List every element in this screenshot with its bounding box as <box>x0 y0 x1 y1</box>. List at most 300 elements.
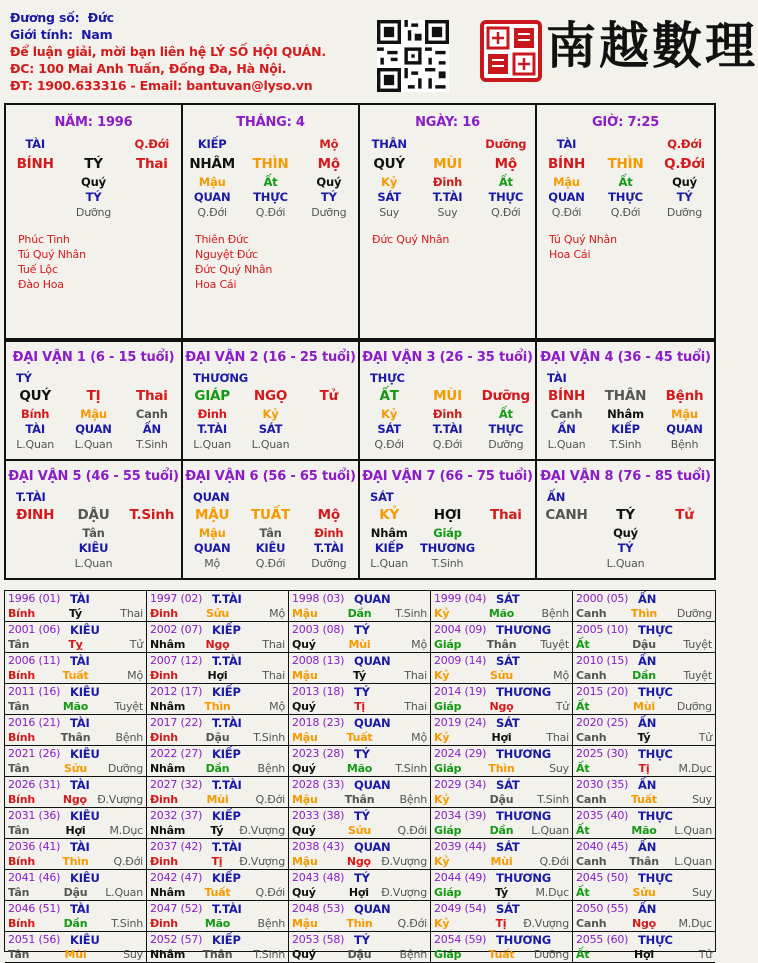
dai-van-main-row <box>183 386 358 407</box>
year-header <box>8 747 143 761</box>
year-ten-god: QUAN <box>354 716 391 730</box>
year-label: 2012 (17) <box>150 685 203 698</box>
year-ten-god: ẤN <box>638 902 657 916</box>
dai-van-hidden-row-cell: Đinh <box>314 526 344 540</box>
year-header <box>576 716 712 730</box>
pillar-top-row-cell: Dưỡng <box>485 137 527 151</box>
year-ten-god: KIẾP <box>212 685 241 699</box>
pillar-hidden-stems-row <box>6 175 181 190</box>
dai-van-phase-row <box>537 437 714 452</box>
year-phase: Q.Đới <box>255 886 285 899</box>
year-label: 2004 (09) <box>434 623 487 636</box>
year-ten-god: SÁT <box>496 778 520 792</box>
star-label: Tuế Lộc <box>18 263 58 276</box>
year-phase: Suy <box>692 886 712 899</box>
year-details <box>150 637 285 652</box>
year-phase: L.Quan <box>105 886 143 899</box>
year-label: 1998 (03) <box>292 592 345 605</box>
year-phase: Tử <box>698 731 712 744</box>
dai-van-gods-row-cell: SÁT <box>258 422 283 436</box>
year-phase: T.Sinh <box>253 731 285 744</box>
dai-van-cell <box>360 459 537 578</box>
dai-van-title: ĐẠI VẬN 8 (76 - 85 tuổi) <box>540 469 711 484</box>
year-phase: T.Sinh <box>111 917 143 930</box>
dai-van-gods-row-cell: KIẾP <box>374 541 404 555</box>
year-header <box>576 778 712 792</box>
dai-van-main-row-cell: THÂN <box>604 388 647 404</box>
year-label: 2011 (16) <box>8 685 61 698</box>
dai-van-gods-row-cell: ẤN <box>142 422 161 436</box>
year-label: 2001 (06) <box>8 623 61 636</box>
year-header <box>8 685 143 699</box>
dai-van-phase-row <box>360 556 535 571</box>
pillar-ten-gods-row-cell <box>6 190 64 205</box>
year-phase: Suy <box>692 793 712 806</box>
year-phase: Dưỡng <box>676 607 712 620</box>
year-label: 2025 (30) <box>576 747 629 760</box>
year-label: 1996 (01) <box>8 592 61 605</box>
year-cell <box>431 684 573 715</box>
dai-van-hidden-row-cell: Nhâm <box>370 526 408 540</box>
year-details <box>8 761 143 776</box>
brand-title: 南越數理 <box>546 16 758 75</box>
year-label: 2016 (21) <box>8 716 61 729</box>
year-cell <box>5 901 147 932</box>
year-branch: Tý <box>69 607 82 620</box>
dai-van-hidden-row-cell: Nhâm <box>607 407 644 421</box>
year-cell <box>573 839 715 870</box>
dai-van-phase-row-cell <box>300 437 358 452</box>
dai-van-hidden-row <box>6 526 181 541</box>
year-stem: Ất <box>576 948 590 961</box>
year-branch: Hợi <box>348 886 369 899</box>
dai-van-hidden-row-cell <box>655 526 714 541</box>
dai-van-main-row-cell: MẬU <box>195 507 230 523</box>
year-phase: Mộ <box>127 669 143 682</box>
year-phase: M.Dục <box>535 886 569 899</box>
year-header <box>576 809 712 823</box>
dai-van-phase-row-cell <box>537 556 596 571</box>
pillar-ten-gods-row-cell: T.TÀI <box>432 190 463 204</box>
year-branch: Ngọ <box>205 638 230 651</box>
dai-van-phase-row-cell: Bệnh <box>670 438 699 451</box>
year-details <box>150 730 285 745</box>
year-label: 2032 (37) <box>150 809 203 822</box>
year-branch: Mão <box>204 917 231 930</box>
pillar-stars <box>6 232 181 292</box>
pillar-phase-row-cell: Suy <box>437 206 458 219</box>
year-phase: Q.Đới <box>397 824 427 837</box>
year-ten-god: QUAN <box>354 902 391 916</box>
year-stem: Bính <box>8 731 36 744</box>
pillar-title: THÁNG: 4 <box>236 115 305 130</box>
year-header <box>8 933 143 947</box>
year-branch: Tý <box>637 731 651 744</box>
year-phase: M.Dục <box>678 917 712 930</box>
year-cell <box>289 901 431 932</box>
year-phase: Thai <box>546 731 569 744</box>
year-stem: Canh <box>576 669 607 682</box>
year-label: 2030 (35) <box>576 778 629 791</box>
dai-van-main-row-cell: Bệnh <box>665 388 704 404</box>
year-branch: Dậu <box>347 948 372 961</box>
dai-van-hidden-row-cell <box>537 526 596 541</box>
year-ten-god: THỰC <box>638 685 673 699</box>
qr-code-icon <box>377 20 449 92</box>
year-label: 2053 (58) <box>292 933 345 946</box>
year-header <box>150 933 285 947</box>
pillar-ten-gods-row-cell: TÝ <box>85 190 102 204</box>
pillar-hidden-stems-row <box>360 175 535 190</box>
pillar-phase-row-cell <box>6 205 64 220</box>
address-line: ĐC: 100 Mai Anh Tuấn, Đống Đa, Hà Nội. <box>10 61 287 76</box>
year-branch: Mùi <box>633 700 655 713</box>
dai-van-title: ĐẠI VẬN 2 (16 - 25 tuổi) <box>185 350 356 365</box>
pillar-main-row <box>537 154 714 175</box>
year-details <box>576 823 712 838</box>
year-ten-god: KIẾP <box>212 747 241 761</box>
year-cell <box>431 591 573 622</box>
year-label: 2052 (57) <box>150 933 203 946</box>
dai-van-main-row <box>6 386 181 407</box>
dai-van-main-row-cell: HỢI <box>433 507 462 523</box>
year-cell <box>573 715 715 746</box>
year-stem: Nhâm <box>150 886 186 899</box>
year-ten-god: SÁT <box>496 902 520 916</box>
dai-van-phase-row-cell: L.Quan <box>16 438 55 451</box>
year-header <box>150 902 285 916</box>
year-cell <box>573 622 715 653</box>
yearly-table <box>4 590 716 961</box>
dai-van-gods-row <box>183 541 358 556</box>
year-details <box>292 699 427 714</box>
year-cell <box>573 746 715 777</box>
year-header <box>292 747 427 761</box>
year-header <box>434 778 569 792</box>
year-label: 2003 (08) <box>292 623 345 636</box>
year-phase: Q.Đới <box>255 793 285 806</box>
star-label: Đức Quý Nhân <box>195 263 273 276</box>
year-branch: Thìn <box>62 855 89 868</box>
year-phase: Thai <box>404 669 427 682</box>
dai-van-phase-row-cell: Dưỡng <box>488 438 524 451</box>
dai-van-gods-row-cell: QUAN <box>193 541 231 555</box>
year-ten-god: KIÊU <box>70 933 100 947</box>
year-details <box>292 916 427 931</box>
year-ten-god: T.TÀI <box>212 654 242 668</box>
year-label: 2023 (28) <box>292 747 345 760</box>
dai-van-phase-row-cell: T.Sinh <box>431 557 464 570</box>
dai-van-hidden-row <box>360 526 535 541</box>
pillar-phase-row-cell: Q.Đới <box>610 206 641 219</box>
year-phase: Bệnh <box>257 762 285 775</box>
year-details <box>292 792 427 807</box>
year-branch: Dần <box>632 669 656 682</box>
dai-van-phase-row-cell: Q.Đới <box>432 438 463 451</box>
year-header <box>8 778 143 792</box>
year-stem: Quý <box>292 700 316 713</box>
year-details <box>434 823 569 838</box>
pillar-hidden-stems-row-cell: Đinh <box>432 175 463 189</box>
year-ten-god: T.TÀI <box>212 778 242 792</box>
pillar-ten-gods-row-cell: THỰC <box>253 190 288 204</box>
year-header <box>434 809 569 823</box>
year-header <box>8 716 143 730</box>
year-header <box>150 623 285 637</box>
year-branch: Ngọ <box>631 917 657 930</box>
year-header <box>576 685 712 699</box>
year-details <box>8 947 143 962</box>
year-phase: Mộ <box>269 700 285 713</box>
year-branch: Hợi <box>491 731 512 744</box>
year-phase: Tuyệt <box>683 669 712 682</box>
year-phase: Bệnh <box>541 607 569 620</box>
dai-van-phase-row-cell <box>123 556 181 571</box>
pillar-top-row <box>183 135 358 154</box>
year-label: 2006 (11) <box>8 654 61 667</box>
year-cell <box>147 839 289 870</box>
dai-van-phase-row-cell: Dưỡng <box>311 557 347 570</box>
pillar-phase-row <box>360 205 535 220</box>
year-cell <box>573 777 715 808</box>
pillar-top-row-cell <box>418 135 476 154</box>
pillar-phase-row-cell: Dưỡng <box>75 206 112 219</box>
year-cell <box>431 746 573 777</box>
year-stem: Quý <box>292 762 316 775</box>
year-label: 2031 (36) <box>8 809 61 822</box>
year-header <box>150 809 285 823</box>
dai-van-phase-row-cell: T.Sinh <box>135 438 168 451</box>
year-header <box>576 902 712 916</box>
pillar-hidden-stems-row-cell: Ất <box>263 175 278 189</box>
year-details <box>434 668 569 683</box>
year-ten-god: QUAN <box>354 654 391 668</box>
dai-van-hidden-row-cell <box>300 407 358 422</box>
year-cell <box>147 932 289 963</box>
pillar-phase-row-cell: Q.Đới <box>197 206 227 219</box>
year-label: 2044 (49) <box>434 871 487 884</box>
year-phase: T.Sinh <box>395 607 427 620</box>
year-branch: Mão <box>488 607 515 620</box>
pillar-top-row-cell <box>241 135 299 154</box>
year-stem: Đinh <box>150 669 178 682</box>
year-branch: Dậu <box>489 793 514 806</box>
dai-van-phase-row-cell <box>477 556 535 571</box>
year-phase: Dưỡng <box>676 700 712 713</box>
dai-van-hidden-row-cell: Đinh <box>432 407 463 421</box>
year-header <box>150 685 285 699</box>
dai-van-cell <box>537 459 714 578</box>
pillar-phase-row-cell: Dưỡng <box>311 206 347 219</box>
year-stem: Mậu <box>292 669 318 682</box>
year-details <box>576 637 712 652</box>
pillar-ten-gods-row <box>183 190 358 205</box>
year-stem: Quý <box>292 948 316 961</box>
dai-van-phase-row <box>183 437 358 452</box>
year-branch: Hợi <box>207 669 228 682</box>
year-details <box>292 637 427 652</box>
year-stem: Bính <box>8 917 36 930</box>
dai-van-hidden-row <box>183 407 358 422</box>
year-header <box>150 716 285 730</box>
year-phase: Suy <box>549 762 569 775</box>
dai-van-gods-row-cell: KIÊU <box>78 541 109 555</box>
year-ten-god: TÀI <box>70 778 90 792</box>
year-stem: Kỷ <box>434 607 450 620</box>
year-header <box>576 840 712 854</box>
year-details <box>434 730 569 745</box>
dai-van-title: ĐẠI VẬN 5 (46 - 55 tuổi) <box>8 469 179 484</box>
dai-van-main-row-cell: MÙI <box>433 388 462 404</box>
year-ten-god: TÝ <box>354 685 370 699</box>
year-cell <box>573 870 715 901</box>
star-label: Thiên Đức <box>195 233 249 246</box>
year-stem: Mậu <box>292 731 318 744</box>
year-branch: Ngọ <box>346 855 371 868</box>
year-ten-god: THỰC <box>638 933 673 947</box>
pillar-main-row-cell: TÝ <box>84 156 103 172</box>
year-header <box>292 840 427 854</box>
dai-van-main-row-cell: CANH <box>545 507 588 523</box>
year-stem: Ất <box>576 700 590 713</box>
pillar-hidden-stems-row-cell <box>6 175 64 190</box>
dai-van-ten-god: QUAN <box>193 490 230 504</box>
pillar-top-row <box>537 135 714 154</box>
year-stem: Nhâm <box>150 700 186 713</box>
year-header <box>8 902 143 916</box>
dai-van-gods-row-cell: SÁT <box>377 422 401 436</box>
dai-van-phase-row <box>6 437 181 452</box>
gender-row <box>10 26 326 43</box>
year-stem: Giáp <box>434 638 462 651</box>
year-cell <box>147 901 289 932</box>
year-stem: Tân <box>8 886 30 899</box>
year-phase: Tử <box>129 638 143 651</box>
year-branch: Tý <box>210 824 224 837</box>
year-details <box>150 668 285 683</box>
year-phase: Thai <box>262 638 285 651</box>
year-cell <box>5 591 147 622</box>
year-branch: Mão <box>631 824 657 837</box>
pillar-hidden-stems-row-cell <box>123 175 181 190</box>
year-stem: Kỷ <box>434 917 450 930</box>
year-cell <box>431 653 573 684</box>
year-branch: Thìn <box>346 917 373 930</box>
year-stem: Nhâm <box>150 762 186 775</box>
year-cell <box>5 746 147 777</box>
year-ten-god: ẤN <box>638 778 657 792</box>
year-phase: L.Quan <box>674 855 712 868</box>
year-label: 2005 (10) <box>576 623 629 636</box>
dai-van-ten-god: ẤN <box>547 490 566 504</box>
year-cell <box>289 684 431 715</box>
year-ten-god: QUAN <box>354 778 391 792</box>
dai-van-gods-row <box>360 422 535 437</box>
year-branch: Thân <box>629 855 659 868</box>
year-label: 2010 (15) <box>576 654 629 667</box>
pillar-main-row-cell: Mộ <box>317 156 340 172</box>
star-label: Đào Hoa <box>18 278 64 291</box>
dai-van-hidden-row-cell: Tân <box>82 526 105 540</box>
year-cell <box>5 715 147 746</box>
year-cell <box>147 808 289 839</box>
year-stem: Giáp <box>434 762 462 775</box>
owner-row <box>10 9 326 26</box>
year-stem: Đinh <box>150 607 178 620</box>
year-details <box>150 823 285 838</box>
dai-van-main-row-cell: TÝ <box>616 507 635 523</box>
year-header <box>150 778 285 792</box>
dai-van-hidden-row-cell <box>123 526 181 541</box>
dai-van-ten-god: TÝ <box>16 371 32 385</box>
pillar-phase-row <box>537 205 714 220</box>
year-header <box>576 871 712 885</box>
dai-van-main-row-cell: KỶ <box>379 507 400 523</box>
pillar-phase-row-cell: Q.Đới <box>551 206 582 219</box>
year-ten-god: TÀI <box>70 716 90 730</box>
pillar-main-row-cell: NHÂM <box>189 156 235 172</box>
year-details <box>576 854 712 869</box>
year-ten-god: THƯƠNG <box>496 933 551 947</box>
year-stem: Nhâm <box>150 638 186 651</box>
year-ten-god: ẤN <box>638 716 657 730</box>
year-cell <box>147 777 289 808</box>
year-ten-god: KIẾP <box>212 871 241 885</box>
year-stem: Ất <box>576 762 590 775</box>
year-stem: Quý <box>292 886 316 899</box>
year-label: 2035 (40) <box>576 809 629 822</box>
year-details <box>576 606 712 621</box>
year-details <box>576 730 712 745</box>
dai-van-main-row-cell: BÍNH <box>547 388 586 404</box>
year-details <box>150 947 285 962</box>
year-phase: Q.Đới <box>113 855 143 868</box>
year-label: 2033 (38) <box>292 809 345 822</box>
year-header <box>292 902 427 916</box>
year-label: 2054 (59) <box>434 933 487 946</box>
year-phase: Tuyệt <box>683 638 712 651</box>
pillar-ten-gods-row <box>537 190 714 205</box>
pillar-ten-gods-row-cell: THỰC <box>488 190 524 204</box>
dai-van-gods-row <box>537 541 714 556</box>
year-label: 2051 (56) <box>8 933 61 946</box>
year-header <box>150 654 285 668</box>
dai-van-main-row-cell: TUẤT <box>250 507 290 523</box>
pillar-column <box>6 105 183 338</box>
year-label: 2024 (29) <box>434 747 487 760</box>
year-phase: Mộ <box>411 638 427 651</box>
year-cell <box>147 746 289 777</box>
year-label: 2000 (05) <box>576 592 629 605</box>
year-cell <box>5 808 147 839</box>
year-ten-god: THƯƠNG <box>496 685 551 699</box>
year-ten-god: THỰC <box>638 747 673 761</box>
year-details <box>434 885 569 900</box>
dai-van-title: ĐẠI VẬN 4 (36 - 45 tuổi) <box>540 350 711 365</box>
year-stem: Ất <box>576 824 590 837</box>
year-details <box>292 823 427 838</box>
dai-van-gods-row-cell <box>123 541 181 556</box>
year-details <box>434 947 569 962</box>
year-label: 2017 (22) <box>150 716 203 729</box>
year-phase: Dưỡng <box>107 762 143 775</box>
year-label: 2018 (23) <box>292 716 345 729</box>
dai-van-gods-row-cell: QUAN <box>666 422 703 436</box>
year-cell <box>289 932 431 963</box>
year-ten-god: T.TÀI <box>212 840 242 854</box>
pillar-ten-gods-row <box>6 190 181 205</box>
dai-van-main-row <box>537 505 714 526</box>
